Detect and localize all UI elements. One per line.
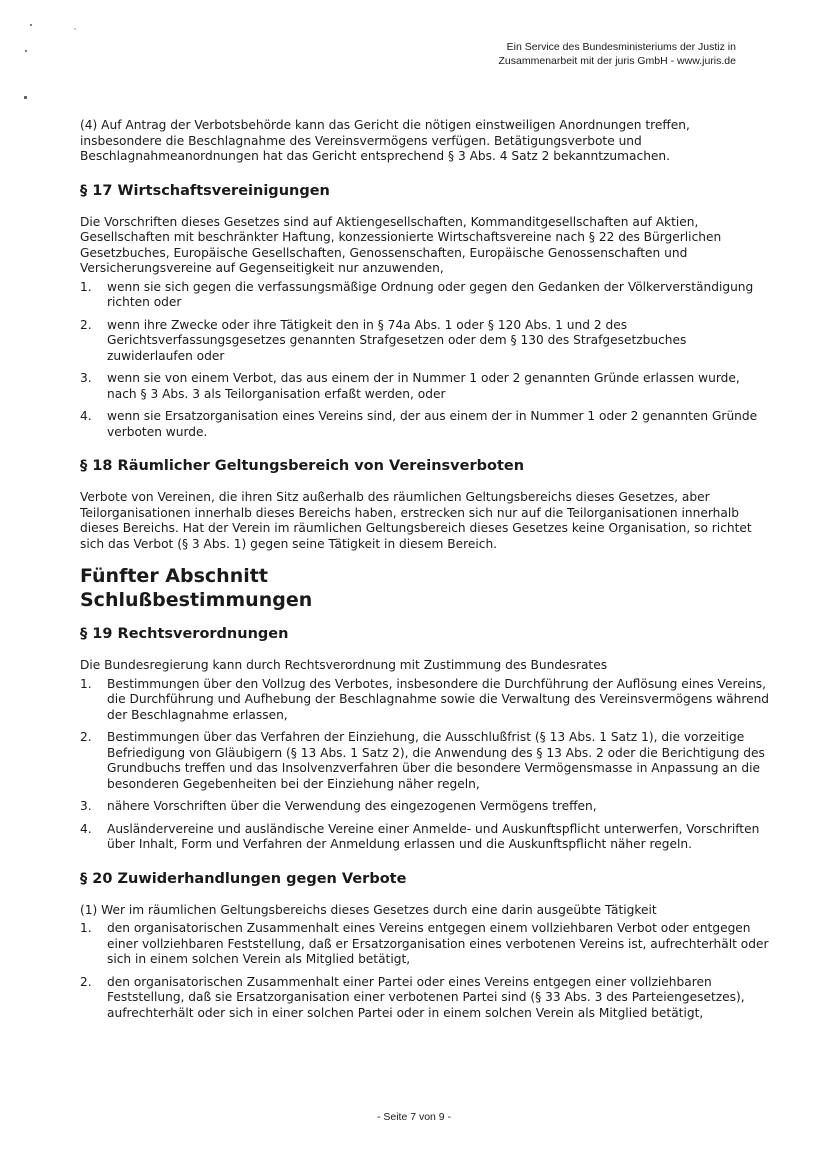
page-footer: - Seite 7 von 9 -	[376, 1111, 452, 1123]
list-item: 4. Ausländervereine und ausländische Vereine einer Anmelde- und Auskunftspflicht unterwerfen, Vorschriften über Inhalt, Form und Verfahren der Anmeldung erlassen und die Auskunftspflicht näher regeln.	[80, 821, 760, 851]
header-line-1: Ein Service des Bundesministeriums der Justiz in	[506, 41, 736, 53]
section-17-text: Die Vorschriften dieses Gesetzes sind auf Aktiengesellschaften, Kommanditgesellschaften auf Aktien, Gesellschaften mit beschränkter Haftung, konzessionierte Wirtschaftsvereine nach § 22 des Bürgerlichen Gesetzbuches, Europäische Gesellschaften, Genossenschaften, Europäische Genossenschaften und Versicherungsvereine auf Gegenseitigkeit nur anzuwenden,	[80, 214, 722, 275]
list-item: 1. wenn sie sich gegen die verfassungsmäßige Ordnung oder gegen den Gedanken der Völkerverständigung richten oder	[80, 279, 754, 309]
list-item: 2. Bestimmungen über das Verfahren der Einziehung, die Ausschlußfrist (§ 13 Abs. 1 Satz 1), die vorzeitige Befriedigung von Gläubigern (§ 13 Abs. 1 Satz 2), die Anwendung des § 13 Abs. 2 oder die Berichtigung des Grundbuchs treffen und das Insolvenzverfahren über die besondere Vermögensmasse in Anpassung an die besonderen Gegebenheiten bei der Einziehung näher regeln,	[80, 730, 765, 791]
section-19-text: Die Bundesregierung kann durch Rechtsverordnung mit Zustimmung des Bundesrates	[80, 658, 608, 672]
list-item: 3. nähere Vorschriften über die Verwendung des eingezogenen Vermögens treffen,	[80, 799, 597, 813]
list-item: 1. Bestimmungen über den Vollzug des Verbotes, insbesondere die Durchführung der Auflösung eines Vereins, die Durchführung und Aufhebung der Beschlagnahme sowie die Verwaltung des Vereinsvermögens während der Beschlagnahme erlassen,	[80, 676, 770, 722]
section-19-list	[80, 677, 770, 853]
list-item: 2. wenn ihre Zwecke oder ihre Tätigkeit den in § 74a Abs. 1 oder § 120 Abs. 1 und 2 des Gerichtsverfassungsgesetzes genannten Strafgesetzen oder dem § 130 des Strafgesetzbuches zuwiderlaufen oder	[80, 317, 687, 363]
section-17-list	[80, 280, 770, 441]
section-19-heading: § 19 Rechtsverordnungen	[80, 626, 289, 642]
list-item: 4. wenn sie Ersatzorganisation eines Vereins sind, der aus einem der in Nummer 1 oder 2 genannten Gründe verboten wurde.	[80, 409, 758, 439]
section-20-heading: § 20 Zuwiderhandlungen gegen Verbote	[80, 870, 407, 887]
page-header	[499, 40, 736, 68]
scan-speck	[24, 96, 27, 99]
scan-speck	[25, 50, 27, 52]
list-item: 3. wenn sie von einem Verbot, das aus einem der in Nummer 1 oder 2 genannten Gründe erlassen wurde, nach § 3 Abs. 3 als Teilorganisation erfaßt werden, oder	[80, 371, 740, 401]
list-item: 1. den organisatorischen Zusammenhalt eines Vereins entgegen einem vollziehbaren Verbot oder entgegen einer vollziehbaren Feststellung, daß er Ersatzorganisation eines verbotenen Vereins ist, aufrechterhält oder sich in einem solchen Verein als Mitglied betätigt,	[80, 921, 769, 966]
section-18-heading: § 18 Räumlicher Geltungsbereich von Vereinsverboten	[80, 458, 525, 474]
intro-paragraph: (4) Auf Antrag der Verbotsbehörde kann das Gericht die nötigen einstweiligen Anordnungen treffen, insbesondere die Beschlagnahme des Vereinsvermögens verfügen. Betätigungsverbote und Beschlagnahmeanordnungen hat das Gericht entsprechend § 3 Abs. 4 Satz 2 bekanntzumachen.	[80, 118, 690, 163]
section-18-text: Verbote von Vereinen, die ihren Sitz außerhalb des räumlichen Geltungsbereichs dieses Gesetzes, aber Teilorganisationen innerhalb dieses Bereichs haben, erstrecken sich nur auf die Teilorganisationen innerhalb dieses Bereichs. Hat der Verein im räumlichen Geltungsbereich dieses Gesetzes keine Organisation, so richtet sich das Verbot (§ 3 Abs. 1) gegen seine Tätigkeit in diesem Bereich.	[80, 490, 752, 551]
section-17-heading: § 17 Wirtschaftsvereinigungen	[80, 182, 330, 199]
scan-speck	[74, 28, 76, 30]
section-20-text: (1) Wer im räumlichen Geltungsbereichs dieses Gesetzes durch eine darin ausgeübte Tätigkeit	[80, 902, 657, 917]
scan-speck	[30, 24, 32, 26]
list-item: 2. den organisatorischen Zusammenhalt einer Partei oder eines Vereins entgegen einer vollziehbaren Feststellung, daß sie Ersatzorganisation einer verbotenen Partei sind (§ 33 Abs. 3 des Parteiengesetzes), aufrechterhält oder sich in einer solchen Partei oder in einem solchen Verein als Mitglied betätigt,	[80, 974, 745, 1020]
chapter-title-line-2: Schlußbestimmungen	[80, 589, 313, 611]
chapter-title-line-1: Fünfter Abschnitt	[80, 565, 268, 587]
header-line-2: Zusammenarbeit mit der juris GmbH - www.juris.de	[498, 55, 736, 67]
chapter-title	[80, 564, 770, 612]
section-20-list	[80, 921, 770, 1021]
document-body	[80, 118, 770, 1021]
